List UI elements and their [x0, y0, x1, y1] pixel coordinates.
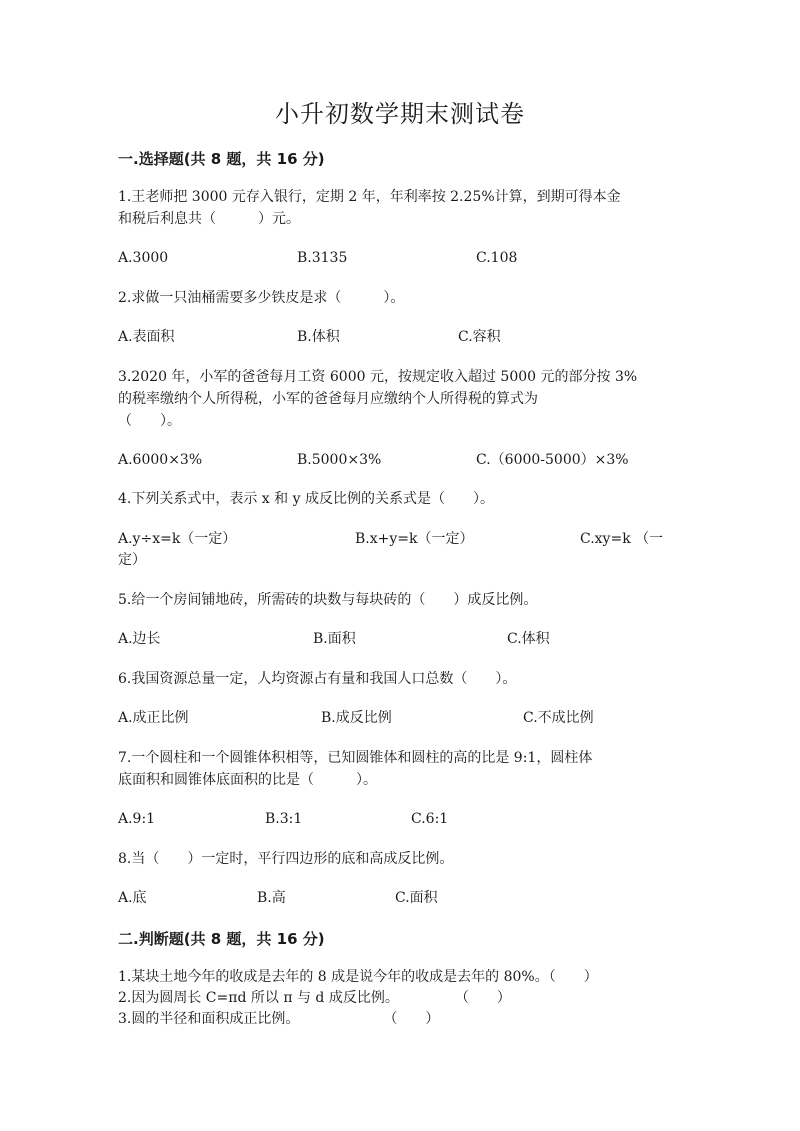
question-text: 1.王老师把 3000 元存入银行，定期 2 年，年利率按 2.25%计算，到期可得本金 [118, 189, 621, 205]
question-4 [118, 488, 684, 510]
question-7 [118, 747, 684, 791]
option-b: B.面积 [313, 631, 356, 647]
option-b: B.5000×3% [297, 452, 382, 468]
option-b: B.高 [257, 890, 286, 906]
question-2 [118, 287, 684, 309]
question-text: 8.当（ ）一定时，平行四边形的底和高成反比例。 [118, 851, 454, 867]
judgement-item-3: 3.圆的半径和面积成正比例。 （ ） [118, 1011, 440, 1027]
option-c: C.容积 [458, 329, 501, 345]
question-text: 6.我国资源总量一定，人均资源占有量和我国人口总数（ ）。 [118, 671, 517, 687]
question-text: 底面积和圆锥体底面积的比是（ ）。 [118, 772, 377, 788]
question-text: 7.一个圆柱和一个圆锥体积相等，已知圆锥体和圆柱的高的比是 9:1，圆柱体 [118, 750, 593, 766]
option-a: A.成正比例 [118, 710, 189, 726]
question-3 [118, 366, 684, 432]
question-text: 的税率缴纳个人所得税，小军的爸爸每月应缴纳个人所得税的算式为 [118, 391, 538, 407]
option-c: C.108 [476, 250, 518, 266]
option-a: A.y÷x=k（一定） [118, 531, 237, 547]
option-c-wrap: 定） [118, 552, 146, 568]
judgement-item-1: 1.某块土地今年的收成是去年的 8 成是说今年的收成是去年的 80%。（ ） [118, 969, 598, 985]
question-text: 和税后利息共（ ）元。 [118, 211, 300, 227]
option-b: B.x+y=k（一定） [355, 531, 474, 547]
question-text: 4.下列关系式中，表示 x 和 y 成反比例的关系式是（ ）。 [118, 491, 494, 507]
question-text: （ ）。 [118, 413, 181, 429]
page-title: 小升初数学期末测试卷 [275, 100, 525, 128]
option-a: A.6000×3% [118, 452, 203, 468]
option-c: C.（6000-5000）×3% [476, 452, 629, 468]
option-b: B.成反比例 [321, 710, 392, 726]
question-8 [118, 848, 684, 870]
option-a: A.边长 [118, 631, 161, 647]
option-a: A.表面积 [118, 329, 175, 345]
section-heading-choice: 一.选择题(共 8 题，共 16 分) [118, 150, 325, 168]
option-a: A.底 [118, 890, 147, 906]
question-text: 3.2020 年，小军的爸爸每月工资 6000 元，按规定收入超过 5000 元的部分按 3% [118, 369, 638, 385]
option-c: C.面积 [395, 890, 438, 906]
question-text: 2.求做一只油桶需要多少铁皮是求（ ）。 [118, 290, 405, 306]
option-c: C.xy=k （一 [580, 531, 664, 547]
question-1 [118, 186, 684, 230]
judgement-item-2: 2.因为圆周长 C=πd 所以 π 与 d 成反比例。 （ ） [118, 990, 511, 1006]
question-5 [118, 589, 684, 611]
option-c: C.不成比例 [523, 710, 594, 726]
option-a: A.3000 [118, 250, 169, 266]
option-b: B.3:1 [265, 811, 303, 827]
option-a: A.9:1 [118, 811, 156, 827]
option-c: C.体积 [507, 631, 550, 647]
option-c: C.6:1 [411, 811, 449, 827]
section-heading-judgement: 二.判断题(共 8 题，共 16 分) [118, 930, 325, 948]
option-b: B.体积 [297, 329, 340, 345]
question-6 [118, 668, 684, 690]
option-b: B.3135 [297, 250, 348, 266]
question-text: 5.给一个房间铺地砖，所需砖的块数与每块砖的（ ）成反比例。 [118, 592, 538, 608]
